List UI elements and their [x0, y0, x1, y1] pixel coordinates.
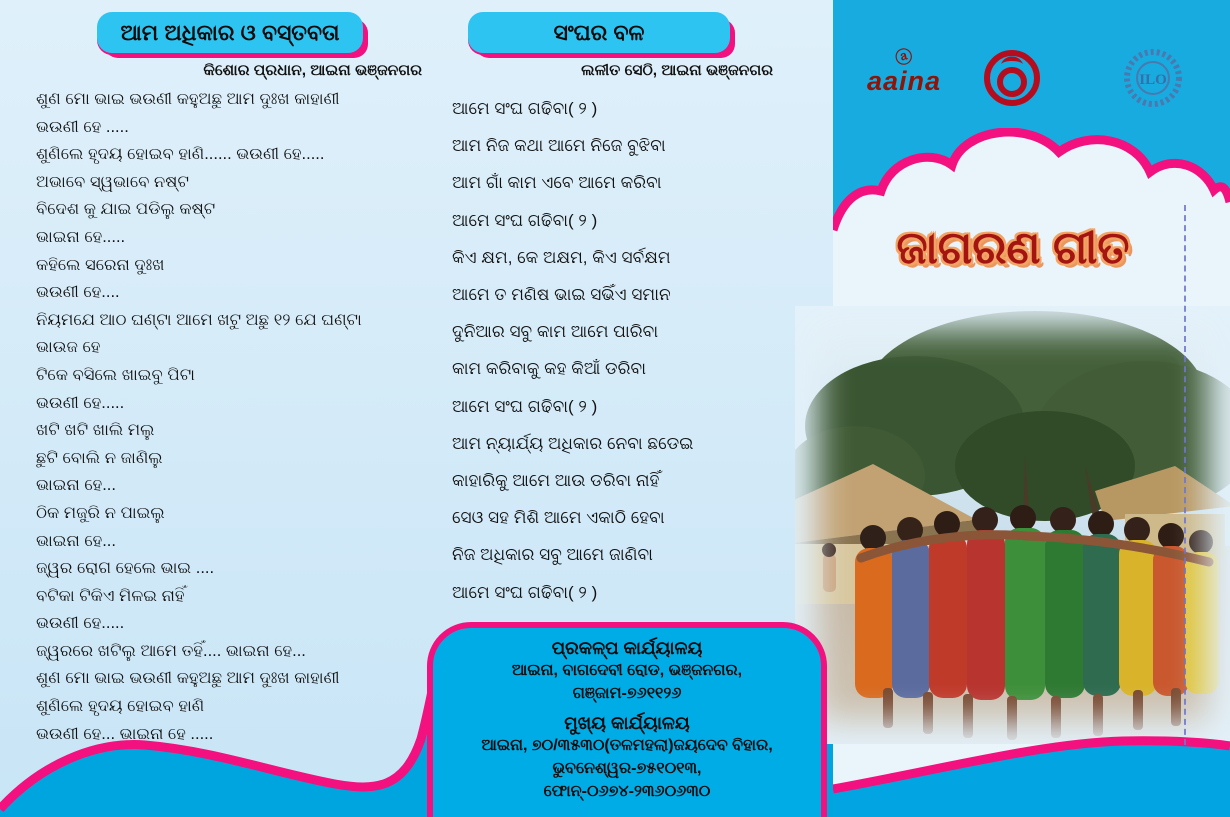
head-office-address-1: ଆଇନା, ୭୦/୩୫୩୦(ତଳମହଲା)ଜୟଦେବ ବିହାର, — [481, 737, 773, 754]
head-office-phone: ଫୋନ୍-୦୬୭୪-୨୩୬୦୬୩୦ — [543, 783, 711, 800]
lyric-line: ଶୁଣିଲେ ହୃଦୟ ହୋଇବ ହାଣି — [36, 697, 205, 716]
lyric-line: ଭଉଣୀ ହେ.... — [36, 283, 120, 302]
lyric-line: ଭାଇନା ହେ..... — [36, 227, 126, 246]
lyric-line: ବିଦେଶ କୁ ଯାଇ ପଡିଲୁ କଷ୍ଟ — [36, 200, 216, 219]
aaina-logo-text: aaina — [866, 66, 942, 96]
lyric-line: ନିଜ ଅଧିକାର ସବୁ ଆମେ ଜାଣିବା — [452, 545, 653, 565]
lyric-line: ଆମେ ସଂଘ ଗଢିବା( ୨ ) — [452, 582, 598, 602]
lyric-line: ଶୁଣ ମୋ ଭାଇ ଭଉଣୀ କହୁଅଛୁ ଆମ ଦୁଃଖ କାହାଣୀ — [36, 90, 340, 108]
lyric-line: ଆମ ଗାଁ କାମ ଏବେ ଆମେ କରିବା — [452, 173, 662, 193]
lyric-line: ଭାଇନା ହେ... — [36, 531, 116, 550]
lyric-line: ବଟିକା ଟିକିଏ ମିଳଇ ନାହିଁ — [36, 586, 185, 605]
lyric-line: କିଏ କ୍ଷମ, କେ ଅକ୍ଷମ, କିଏ ସର୍ବକ୍ଷମ — [452, 247, 671, 267]
lyric-line: କାମ କରିବାକୁ କହ କିଆଁ ଡରିବା — [452, 359, 646, 379]
lyric-line: ଆମେ ସଂଘ ଗଢିବା( ୨ ) — [452, 210, 598, 230]
lyric-line: କାହାରିକୁ ଆମେ ଆଉ ଡରିବା ନାହିଁ — [452, 471, 660, 491]
project-office-title: ପ୍ରକଳ୍ପ କାର୍ଯ୍ୟାଳୟ — [551, 638, 703, 658]
lyric-line: ଅଭାବେ ସ୍ୱଭାବେ ନଷ୍ଟ — [36, 172, 189, 191]
left-song-title: ଆମ ଅଧିକାର ଓ ବସ୍ତବତା — [97, 12, 363, 53]
project-office-address-2: ଗଞ୍ଜାମ-୭୬୧୧୨୬ — [572, 685, 682, 702]
lyric-line: ଭଉଣୀ ହେ..... — [36, 393, 125, 412]
lyric-line: ଆମ ନିଜ କଥା ଆମେ ନିଜେ ବୁଝିବା — [452, 136, 666, 156]
lyric-line: ଭଉଣୀ ହେ..... — [36, 614, 125, 633]
lyric-line: ସେଓ ସହ ମିଶି ଆମେ ଏକାଠି ହେବା — [452, 508, 665, 528]
lyric-line: ଭାଇନା ହେ... — [36, 476, 116, 495]
lyric-line: ଠିକ ମଜୁରି ନ ପାଇଲୁ — [36, 503, 165, 522]
middle-song-title: ସଂଘର ବଳ — [468, 12, 730, 53]
middle-song-lyrics — [452, 90, 693, 611]
lyric-line: ଖଟି ଖଟି ଖାଲି ମଲୁ — [36, 421, 155, 440]
lyric-line: ଆମେ ତ ମଣିଷ ଭାଇ ସଭିଁଏ ସମାନ — [452, 285, 671, 305]
project-office-address-1: ଆଇନା, ବାଗଦେବୀ ରୋଡ, ଭଞ୍ଜନଗର, — [511, 662, 743, 679]
left-song-lyrics — [36, 86, 362, 748]
lyric-line: ଭାଉଜ ହେ — [36, 338, 101, 357]
lyric-line: ଭଉଣୀ ହେ ..... — [36, 117, 129, 136]
lyric-line: ଜ୍ୱରରେ ଖଟିଲୁ ଆମେ ତହିଁ.... ଭାଇନା ହେ... — [36, 641, 306, 660]
cover-title: ଜାଗରଣ ଗୀତ — [896, 222, 1130, 273]
fold-dashed-line — [1184, 205, 1186, 745]
ilo-logo-text: ILO — [1139, 72, 1167, 88]
lyric-line: ଆମେ ସଂଘ ଗଢିବା( ୨ ) — [452, 396, 598, 416]
lyric-line: ଶୁଣିଲେ ହୃଦୟ ହୋଇବ ହାଣି...... ଭଉଣୀ ହେ..... — [36, 145, 325, 164]
ilo-logo-icon — [1121, 46, 1185, 115]
lyric-line: ଶୁଣ ମୋ ଭାଇ ଭଉଣୀ କହୁଅଛୁ ଆମ ଦୁଃଖ କାହାଣୀ — [36, 669, 340, 688]
aaina-logo-mark-icon: ⓐ — [893, 46, 915, 69]
logo-row — [833, 44, 1230, 124]
lyric-line: ଆମେ ସଂଘ ଗଢିବା( ୨ ) — [452, 99, 598, 118]
contact-box — [427, 622, 827, 817]
lyric-line: ଭଉଣୀ ହେ... ଭାଇନା ହେ ..... — [36, 724, 214, 743]
lyric-line: ଟିକେ ବସିଲେ ଖାଇବୁ ପିଟା — [36, 365, 195, 384]
lyric-line: ଜ୍ୱର ରୋଗ ହେଲେ ଭାଇ .... — [36, 559, 215, 578]
bottom-right-wave — [833, 705, 1230, 817]
head-office-title: ମୁଖ୍ୟ କାର୍ଯ୍ୟାଳୟ — [564, 713, 690, 733]
red-emblem-icon — [981, 46, 1043, 113]
middle-song-byline: ଲଳୀତ ସେଠି, ଆଇନା ଭଞ୍ଜନଗର — [581, 62, 773, 79]
head-office-address-2: ଭୁବନେଶ୍ୱର-୭୫୧୦୧୩, — [552, 760, 702, 777]
lyric-line: କହିଲେ ସରେନା ଦୁଃଖ — [36, 255, 165, 274]
aaina-logo — [849, 46, 959, 96]
lyric-line: ଦୁନିଆର ସବୁ କାମ ଆମେ ପାରିବା — [452, 322, 659, 342]
lyric-line: ଛୁଟି ବୋଲି ନ ଜାଣିଲୁ — [36, 448, 163, 467]
lyric-line: ନିୟମଯେ ଆଠ ଘଣ୍ଟା ଆମେ ଖଟୁ ଅଛୁ ୧୨ ଯେ ଘଣ୍ଟା — [36, 310, 362, 329]
village-dance-photo — [795, 306, 1230, 744]
lyric-line: ଆମ ନ୍ୟାର୍ଯ୍ୟ ଅଧିକାର ନେବା ଛଡେଇ — [452, 433, 694, 453]
left-song-byline: କିଶୋର ପ୍ରଧାନ, ଆଇନା ଭଞ୍ଜନଗର — [203, 62, 422, 79]
